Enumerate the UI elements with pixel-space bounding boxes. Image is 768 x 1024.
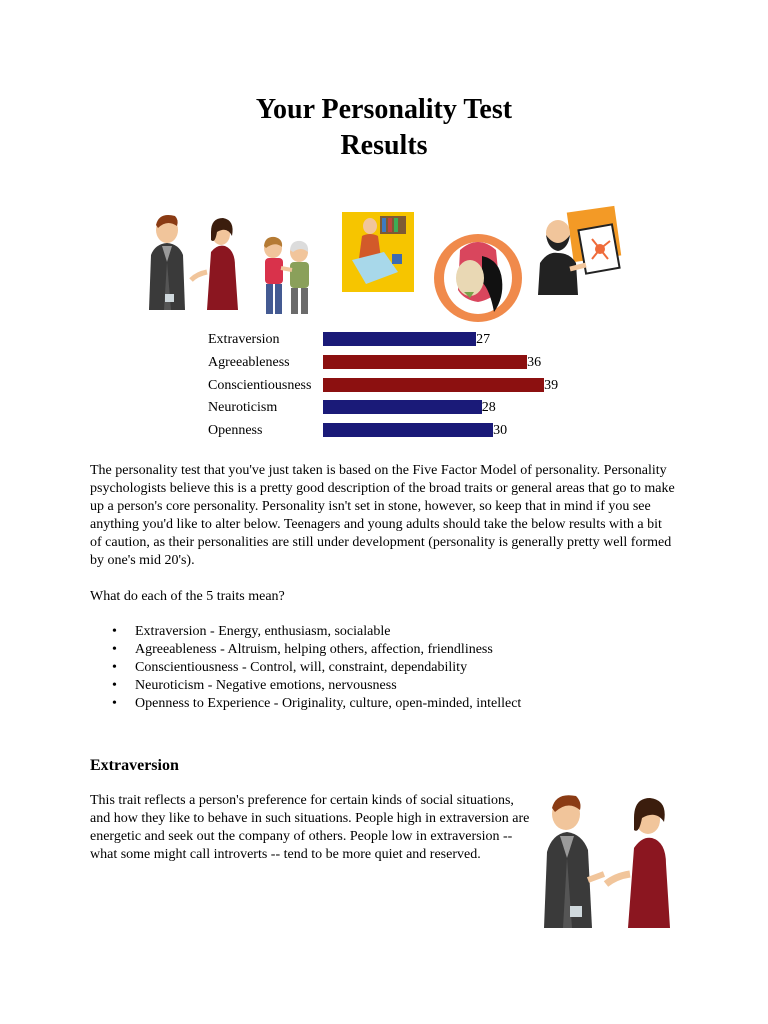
chart-row xyxy=(208,330,608,350)
traits-list xyxy=(90,623,675,713)
list-item xyxy=(90,695,675,713)
section-paragraph-extraversion: This trait reflects a person's preference for certain kinds of social situations, and how they like to behave in such situations. People high in extraversion are energetic and seek out the company of others. People low in extraversion -- what some might call introverts -- tend to be more quiet and reserved. xyxy=(90,793,530,862)
trait-illustrations-banner xyxy=(145,205,625,325)
page-title xyxy=(0,92,768,164)
chart-bar xyxy=(323,378,544,392)
chart-row xyxy=(208,421,608,441)
trait-description: Openness to Experience - Originality, culture, open-minded, intellect xyxy=(135,696,522,711)
page-title-line-1: Your Personality Test xyxy=(255,94,513,125)
chart-bar xyxy=(323,400,482,414)
chart-category-label: Conscientiousness xyxy=(208,377,312,393)
chart-row xyxy=(208,398,608,418)
page-title-line-2: Results xyxy=(340,130,428,161)
trait-description: Neuroticism - Negative emotions, nervousness xyxy=(135,678,397,693)
section-heading-extraversion: Extraversion xyxy=(90,757,179,774)
chart-row xyxy=(208,353,608,373)
chart-bar xyxy=(323,355,527,369)
list-item xyxy=(90,623,675,641)
stressed-woman-illustration xyxy=(430,230,525,325)
trait-description: Agreeableness - Altruism, helping others, affection, friendliness xyxy=(135,642,493,657)
chart-row xyxy=(208,376,608,396)
caregiver-elderly-illustration xyxy=(245,230,325,320)
chart-category-label: Extraversion xyxy=(208,332,280,347)
trait-description: Extraversion - Energy, enthusiasm, socialable xyxy=(135,624,391,639)
chart-value-label: 27 xyxy=(476,332,491,347)
artist-painting-illustration xyxy=(530,205,625,300)
bullet-icon: • xyxy=(112,624,117,639)
couple-talking-illustration xyxy=(145,210,245,315)
list-item xyxy=(90,641,675,659)
chart-bar xyxy=(323,423,493,437)
chart-value-label: 30 xyxy=(493,423,508,439)
bullet-icon: • xyxy=(112,696,117,711)
bullet-icon: • xyxy=(112,642,117,657)
intro-paragraph: The personality test that you've just taken is based on the Five Factor Model of personality. Personality psychologists believe this is a pretty good description of the broad traits or general areas that go to make up a person's core personality. Personality isn't set in stone, however, so keep that in mind if you see anything you'd like to alter below. Teenagers and young adults should take the below results with a bit of caution, as their personalities are still under development (personality is generally pretty well formed by one's mid 20's). xyxy=(90,463,675,568)
chart-category-label: Agreeableness xyxy=(208,354,290,370)
list-item xyxy=(90,659,675,677)
chart-category-label: Neuroticism xyxy=(208,400,278,416)
busy-worker-illustration xyxy=(340,210,420,300)
chart-value-label: 28 xyxy=(481,400,496,416)
traits-question: What do each of the 5 traits mean? xyxy=(90,589,285,604)
chart-value-label: 36 xyxy=(527,354,542,370)
bullet-icon: • xyxy=(112,678,117,693)
bullet-icon: • xyxy=(112,660,117,675)
list-item xyxy=(90,677,675,695)
chart-value-label: 39 xyxy=(544,377,559,393)
trait-description: Conscientiousness - Control, will, constraint, dependability xyxy=(135,660,468,675)
chart-category-label: Openness xyxy=(208,423,263,439)
couple-talking-illustration xyxy=(540,790,685,930)
trait-scores-chart xyxy=(208,330,608,445)
chart-bar xyxy=(323,332,476,346)
